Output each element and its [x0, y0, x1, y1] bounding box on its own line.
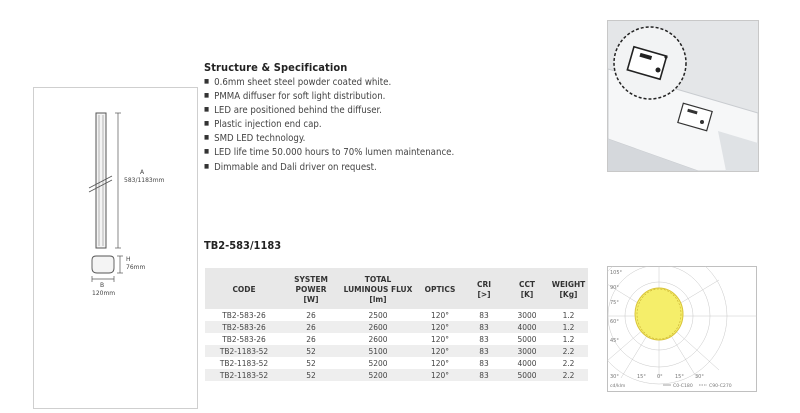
photo-magnified-dot — [656, 68, 661, 73]
table-row — [205, 357, 588, 369]
cell-weight: 1.2 — [562, 334, 575, 344]
model-title: TB2-583/1183 — [204, 239, 282, 252]
header-cri: CRI [>] — [463, 268, 505, 309]
cell-code: TB2-583-26 — [222, 310, 266, 320]
cell-optics: 120° — [431, 334, 449, 344]
spec-item: ■ LED life time 50.000 hours to 70% lumen maintenance. — [204, 145, 454, 159]
cell-cct: 5000 — [505, 369, 549, 381]
spec-list — [204, 75, 454, 174]
end-cap-section — [92, 256, 114, 273]
photo-magnified-dot — [664, 55, 667, 58]
cell-code: TB2-583-26 — [205, 321, 283, 333]
spec-table — [205, 268, 588, 381]
angle-label: 15° — [637, 374, 646, 380]
legend-c0: C0-C180 — [673, 384, 693, 389]
spec-item: ■ PMMA diffuser for soft light distribution. — [204, 89, 454, 103]
cell-flux: 5100 — [339, 345, 417, 357]
cell-power: 26 — [283, 321, 339, 333]
cell-cri: 83 — [479, 334, 489, 344]
cell-code: TB2-1183-52 — [205, 345, 283, 357]
polar-diagram — [607, 266, 757, 392]
cell-cct: 5000 — [517, 334, 537, 344]
cell-code: TB2-1183-52 — [205, 369, 283, 381]
dimension-drawing-svg — [34, 88, 197, 408]
cell-cri: 83 — [463, 345, 505, 357]
polar-frame — [608, 267, 757, 392]
cell-weight: 1.2 — [549, 321, 588, 333]
header-luminous-flux: TOTAL LUMINOUS FLUX [lm] — [339, 268, 417, 309]
cell-cri: 83 — [463, 321, 505, 333]
table-row — [205, 333, 588, 345]
polar-diagram-svg — [607, 266, 757, 392]
cell-power: 26 — [306, 310, 316, 320]
cell-flux: 2600 — [339, 321, 417, 333]
cell-optics: 120° — [417, 345, 463, 357]
cell-optics: 120° — [431, 358, 449, 368]
angle-label: 75° — [610, 300, 619, 306]
table-header-row — [205, 268, 588, 309]
angle-label: 30° — [610, 374, 619, 380]
header-system-power: SYSTEM POWER [W] — [283, 268, 339, 309]
polar-unit: cd/klm — [610, 384, 626, 389]
cell-power: 52 — [306, 358, 316, 368]
table-row — [205, 345, 588, 357]
table-row — [205, 309, 588, 321]
cell-weight: 1.2 — [562, 310, 575, 320]
table-row — [205, 369, 588, 381]
cell-flux: 2500 — [368, 310, 388, 320]
spec-item: ■ LED are positioned behind the diffuser. — [204, 103, 454, 117]
table-row — [205, 321, 588, 333]
luminaire-body — [96, 113, 106, 248]
header-code: CODE — [205, 268, 283, 309]
cell-flux: 5200 — [339, 369, 417, 381]
dimension-h-label: H — [126, 256, 131, 263]
cell-cri: 83 — [479, 358, 489, 368]
dimension-drawing — [33, 87, 198, 409]
cell-cct: 3000 — [517, 310, 537, 320]
cell-cct: 4000 — [517, 358, 537, 368]
dimension-b-label: B — [100, 282, 105, 289]
cell-weight: 2.2 — [549, 345, 588, 357]
cell-power: 52 — [283, 345, 339, 357]
legend-c90: C90-C270 — [709, 384, 732, 389]
cell-flux: 2600 — [368, 334, 388, 344]
spec-item: ■ Dimmable and Dali driver on request. — [204, 160, 454, 174]
angle-label: 60° — [610, 319, 619, 325]
cell-cri: 83 — [463, 369, 505, 381]
cell-weight: 2.2 — [562, 358, 575, 368]
header-weight: WEIGHT [Kg] — [549, 268, 588, 309]
cell-code: TB2-583-26 — [222, 334, 266, 344]
cell-power: 26 — [306, 334, 316, 344]
cell-weight: 2.2 — [549, 369, 588, 381]
spec-item: ■ Plastic injection end cap. — [204, 117, 454, 131]
dimension-a-label: A — [140, 169, 145, 176]
spec-item: ■ SMD LED technology. — [204, 131, 454, 145]
angle-label: 30° — [695, 374, 704, 380]
angle-label: 15° — [675, 374, 684, 380]
spec-item: ■ 0.6mm sheet steel powder coated white. — [204, 75, 454, 89]
cell-power: 52 — [283, 369, 339, 381]
spec-title: Structure & Specification — [204, 61, 348, 74]
angle-label: 90° — [610, 285, 619, 291]
product-photo-svg — [608, 21, 758, 171]
cell-cct: 3000 — [505, 345, 549, 357]
photo-label-dot — [700, 120, 704, 124]
dimension-a-value: 583/1183mm — [124, 177, 165, 184]
header-optics: OPTICS — [417, 268, 463, 309]
header-cct: CCT [K] — [505, 268, 549, 309]
cell-optics: 120° — [417, 369, 463, 381]
cell-flux: 5200 — [368, 358, 388, 368]
angle-label: 105° — [610, 270, 623, 276]
dimension-b-value: 120mm — [92, 290, 116, 297]
angle-label: 45° — [610, 338, 619, 344]
cell-cri: 83 — [479, 310, 489, 320]
cell-code: TB2-1183-52 — [219, 358, 269, 368]
cell-optics: 120° — [417, 321, 463, 333]
dimension-h-value: 76mm — [126, 264, 146, 271]
cell-optics: 120° — [431, 310, 449, 320]
cell-cct: 4000 — [505, 321, 549, 333]
angle-label: 0° — [657, 374, 663, 380]
distribution-curve-c0 — [635, 288, 683, 340]
product-photo — [607, 20, 759, 172]
